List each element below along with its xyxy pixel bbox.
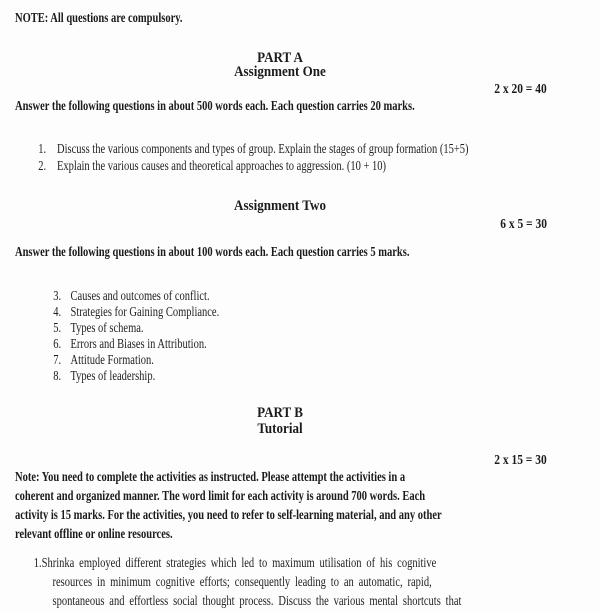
question-number: 5. bbox=[53, 321, 62, 336]
question-text: Discuss the various components and types of group. Explain the stages of group formation (15+5) bbox=[57, 142, 469, 157]
question-item bbox=[15, 304, 219, 321]
tutorial-question-item bbox=[15, 554, 461, 611]
assignment-one-instruction: Answer the following questions in about 500 words each. Each question carries 20 marks. bbox=[15, 99, 415, 114]
note-line: coherent and organized manner. The word limit for each activity is around 700 words. Each bbox=[15, 489, 426, 504]
question-text: Errors and Biases in Attribution. bbox=[70, 337, 207, 352]
note-line: relevant offline or online resources. bbox=[15, 527, 173, 542]
question-item bbox=[15, 158, 386, 175]
note-line: Note: You need to complete the activities as instructed. Please attempt the activities in a bbox=[15, 470, 406, 485]
tutorial-heading: Tutorial bbox=[257, 421, 303, 437]
question-number: 2. bbox=[38, 159, 47, 174]
assignment-two-instruction: Answer the following questions in about 100 words each. Each question carries 5 marks. bbox=[15, 245, 410, 260]
question-line: resources in minimum cognitive efforts; consequently leading to an automatic, rapid, bbox=[52, 575, 432, 590]
question-number: 3. bbox=[53, 289, 62, 304]
question-text: Types of leadership. bbox=[70, 369, 156, 384]
assignment-one-marks: 2 x 20 = 40 bbox=[494, 81, 547, 96]
question-text: Shrinka employed different strategies which led to maximum utilisation of his cognitive bbox=[41, 556, 437, 571]
question-number: 4. bbox=[53, 305, 62, 320]
question-text: Explain the various causes and theoretical approaches to aggression. (10 + 10) bbox=[57, 159, 386, 174]
assignment-two-heading: Assignment Two bbox=[234, 198, 326, 214]
compulsory-note: NOTE: All questions are compulsory. bbox=[15, 11, 183, 26]
question-number: 6. bbox=[53, 337, 62, 352]
question-number: 1. bbox=[38, 142, 47, 157]
assignment-two-marks: 6 x 5 = 30 bbox=[500, 216, 547, 231]
note-line: activity is 15 marks. For the activities, you need to refer to self-learning material, and any other bbox=[15, 508, 442, 523]
question-line bbox=[15, 554, 461, 573]
question-item bbox=[15, 368, 155, 385]
question-line: spontaneous and effortless social thought process. Discuss the various mental shortcuts that bbox=[52, 594, 462, 609]
question-item bbox=[15, 336, 207, 353]
part-a-heading: PART A bbox=[257, 50, 303, 66]
assignment-one-heading: Assignment One bbox=[234, 64, 326, 80]
question-text: Attitude Formation. bbox=[70, 353, 154, 368]
question-number: 7. bbox=[53, 353, 62, 368]
question-text: Strategies for Gaining Compliance. bbox=[70, 305, 220, 320]
part-b-marks: 2 x 15 = 30 bbox=[494, 452, 547, 467]
question-number: 1. bbox=[33, 556, 42, 571]
part-b-note bbox=[15, 468, 442, 544]
question-item bbox=[15, 320, 144, 337]
part-b-heading: PART B bbox=[257, 405, 303, 421]
question-text: Causes and outcomes of conflict. bbox=[70, 289, 210, 304]
question-item bbox=[15, 141, 469, 158]
question-item bbox=[15, 288, 210, 305]
question-number: 8. bbox=[53, 369, 62, 384]
question-text: Types of schema. bbox=[70, 321, 144, 336]
question-item bbox=[15, 352, 154, 369]
